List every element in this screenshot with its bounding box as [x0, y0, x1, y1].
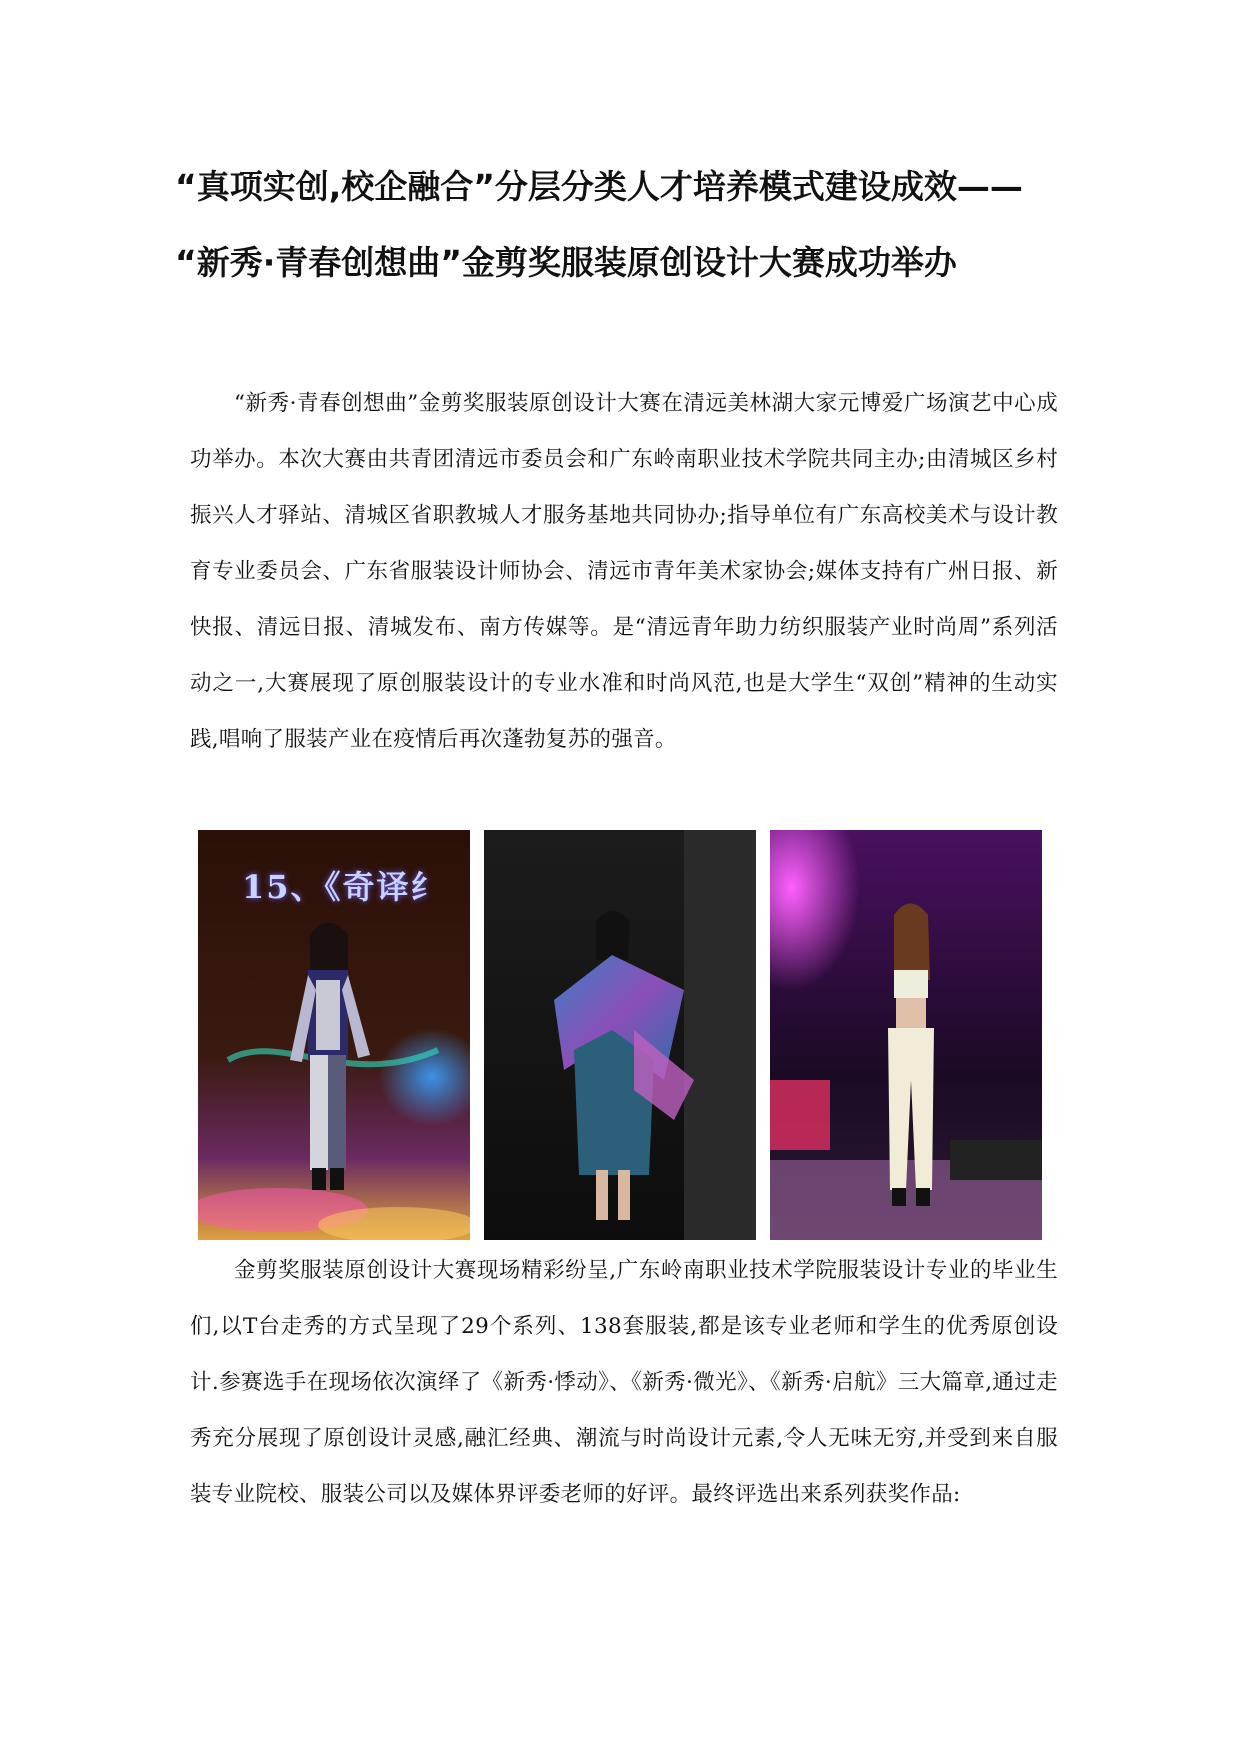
article-paragraph-1: “新秀·青春创想曲”金剪奖服装原创设计大赛在清远美林湖大家元博爱广场演艺中心成功举办。本次大赛由共青团清远市委员会和广东岭南职业技术学院共同主办;由清城区乡村振兴人才驿站、清城区省职教城人才服务基地共同协办;指导单位有广东高校美术与设计教育专业委员会、广东省服装设计师协会、清远市青年美术家协会;媒体支持有广州日报、新快报、清远日报、清城发布、南方传媒等。是“清远青年助力纺织服装产业时尚周”系列活动之一,大赛展现了原创服装设计的专业水准和时尚风范,也是大学生“双创”精神的生动实践,唱响了服装产业在疫情后再次蓬勃复苏的强音。 — [190, 391, 1058, 752]
runway-photo-2 — [484, 830, 756, 1240]
runway-photo-row — [198, 830, 1043, 1240]
runway-photo-1 — [198, 830, 470, 1240]
article-title-line2: “新秀·青春创想曲”金剪奖服装原创设计大赛成功举办 — [175, 243, 957, 282]
photo-overlay-text: 15、《奇译纟 — [242, 868, 445, 906]
article-paragraph-2: 金剪奖服装原创设计大赛现场精彩纷呈,广东岭南职业技术学院服装设计专业的毕业生们,以T台走秀的方式呈现了29个系列、138套服装,都是该专业老师和学生的优秀原创设计.参赛选手在现场依次演绎了《新秀·悸动》、《新秀·微光》、《新秀·启航》三大篇章,通过走秀充分展现了原创设计灵感,融汇经典、潮流与时尚设计元素,令人无味无穷,并受到来自服装专业院校、服装公司以及媒体界评委老师的好评。最终评选出来系列获奖作品: — [190, 1258, 1058, 1507]
article-title-line1: “真项实创,校企融合”分层分类人才培养模式建设成效—— — [175, 167, 1023, 206]
runway-photo-3 — [770, 830, 1042, 1240]
